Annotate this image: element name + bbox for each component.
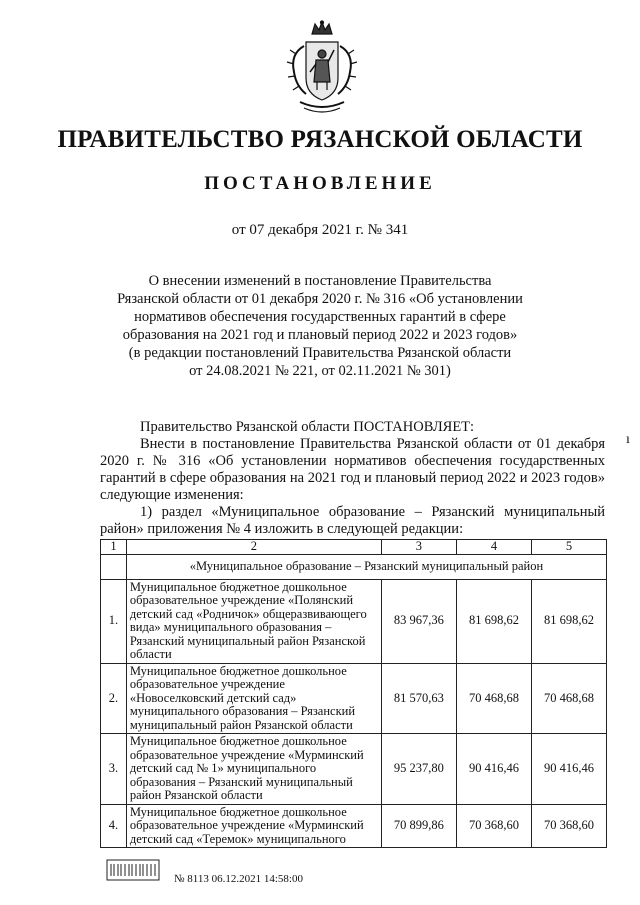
subject-line: образования на 2021 год и плановый период 2022 и 2023 годов»	[122, 327, 518, 343]
value-2021: 95 237,80	[381, 734, 456, 805]
table-row	[101, 579, 607, 663]
value-2023: 90 416,46	[531, 734, 606, 805]
header-cell: 2	[126, 540, 381, 555]
value-2021: 83 967,36	[381, 579, 456, 663]
value-2022: 81 698,62	[456, 579, 531, 663]
header-cell: 5	[531, 540, 606, 555]
section-row	[101, 554, 607, 579]
value-2023: 81 698,62	[531, 579, 606, 663]
institution-name: Муниципальное бюджетное дошкольное образовательное учреждение «Мурминский детский сад № 1» муниципального образования – Рязанский муниципальный район Рязанской области	[126, 734, 381, 805]
subject-line: от 24.08.2021 № 221, от 02.11.2021 № 301)	[189, 363, 451, 379]
row-number: 2.	[101, 663, 127, 734]
section-title: «Муниципальное образование – Рязанский муниципальный район	[126, 554, 606, 579]
value-2022: 70 468,68	[456, 663, 531, 734]
barcode-stamp-icon	[106, 857, 162, 883]
row-number: 3.	[101, 734, 127, 805]
decree-subject	[95, 272, 545, 380]
value-2022: 90 416,46	[456, 734, 531, 805]
decree-body	[100, 419, 605, 538]
document-type: ПОСТАНОВЛЕНИЕ	[204, 173, 436, 194]
document-footer	[106, 857, 406, 887]
value-2023: 70 368,60	[531, 804, 606, 848]
subject-line: нормативов обеспечения государственных гарантий в сфере	[134, 309, 506, 325]
value-2023: 70 468,68	[531, 663, 606, 734]
header-cell: 1	[101, 540, 127, 555]
date-and-number: от 07 декабря 2021 г. № 341	[231, 222, 409, 238]
standards-table	[100, 539, 607, 848]
row-number: 4.	[101, 804, 127, 848]
subject-line: О внесении изменений в постановление Правительства	[148, 273, 492, 289]
institution-name: Муниципальное бюджетное дошкольное образовательное учреждение «Полянский детский сад «Родничок» общеразвивающего вида» муниципального образования – Рязанский муниципальный район Рязанской области	[126, 579, 381, 663]
resolution-paragraph: Внести в постановление Правительства Рязанской области от 01 декабря 2020 г. № 316 «Об установлении нормативов обеспечения государственных гарантий в сфере образования на 2021 год и плановый период 2022 и 2023 годов» следующие изменения:	[100, 436, 605, 503]
section-num-cell	[101, 554, 127, 579]
table-header-row	[101, 540, 607, 555]
institution-name: Муниципальное бюджетное дошкольное образовательное учреждение «Новоселковский детский сад» муниципального образования – Рязанский муниципальный район Рязанской области	[126, 663, 381, 734]
subject-line: (в редакции постановлений Правительства Рязанской области	[128, 345, 512, 361]
table-row	[101, 804, 607, 848]
coat-of-arms-emblem	[282, 20, 362, 120]
resolution-item: 1) раздел «Муниципальное образование – Рязанский муниципальный район» приложения № 4 изложить в следующей редакции:	[100, 504, 605, 537]
subject-line: Рязанской области от 01 декабря 2020 г. № 316 «Об установлении	[117, 291, 523, 307]
table-row	[101, 663, 607, 734]
value-2022: 70 368,60	[456, 804, 531, 848]
registration-number: № 8113 06.12.2021 14:58:00	[174, 873, 303, 885]
value-2021: 70 899,86	[381, 804, 456, 848]
institution-name: Муниципальное бюджетное дошкольное образовательное учреждение «Мурминский детский сад «Теремок» муниципального	[126, 804, 381, 848]
header-cell: 3	[381, 540, 456, 555]
row-number: 1.	[101, 579, 127, 663]
header-cell: 4	[456, 540, 531, 555]
value-2021: 81 570,63	[381, 663, 456, 734]
table-row	[101, 734, 607, 805]
margin-mark: ı	[626, 432, 630, 447]
resolution-intro: Правительство Рязанской области ПОСТАНОВЛЯЕТ:	[140, 419, 475, 435]
government-title: ПРАВИТЕЛЬСТВО РЯЗАНСКОЙ ОБЛАСТИ	[57, 126, 583, 153]
